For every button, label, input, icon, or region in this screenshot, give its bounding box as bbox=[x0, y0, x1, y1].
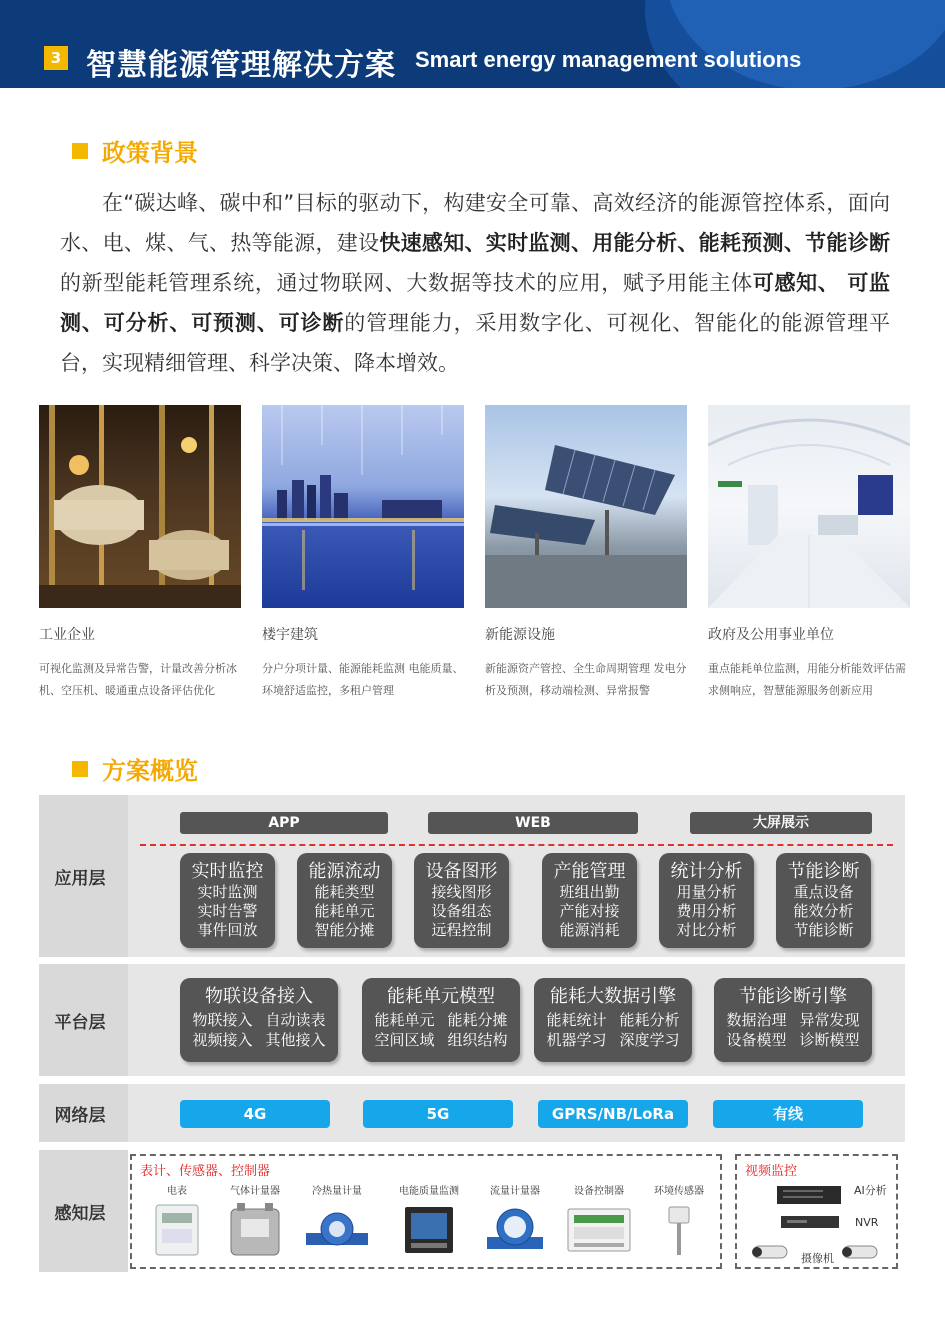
section-heading-overview bbox=[72, 751, 198, 786]
card-description: 可视化监测及异常告警，计量改善分析冰机、空压机、暖通重点设备评估优化 bbox=[39, 662, 237, 697]
module-item: 能耗单元 bbox=[374, 1011, 435, 1029]
section-heading-text: 政策背景 bbox=[102, 139, 198, 167]
module-line: 对比分析 bbox=[676, 921, 737, 939]
device-label: 设备控制器 bbox=[574, 1186, 624, 1197]
section-number-badge: 3 bbox=[44, 46, 68, 70]
device-label: 电能质量监测 bbox=[399, 1186, 459, 1197]
module-item: 能耗分摊 bbox=[447, 1011, 508, 1029]
scenario-card-newenergy bbox=[485, 405, 687, 702]
meters-sensors-group bbox=[130, 1154, 722, 1269]
module-line: 产能对接 bbox=[559, 902, 620, 920]
module-item: 其他接入 bbox=[265, 1031, 326, 1049]
module-realtime-monitor bbox=[180, 853, 275, 948]
network-5g: 5G bbox=[363, 1100, 513, 1128]
module-energy-flow bbox=[297, 853, 392, 948]
module-item: 组织结构 bbox=[447, 1031, 508, 1049]
group-title: 视频监控 bbox=[745, 1164, 798, 1179]
paragraph-bold-text: 快速感知、实时监测、用能分析、能耗预测、节能诊断 bbox=[379, 231, 890, 255]
device-label: 气体计量器 bbox=[230, 1186, 280, 1197]
big-screen-tag: 大屏展示 bbox=[690, 812, 872, 834]
module-item: 物联接入 bbox=[192, 1011, 253, 1029]
video-label-ai: AI分析 bbox=[854, 1184, 887, 1197]
network-4g: 4G bbox=[180, 1100, 330, 1128]
electric-meter-icon bbox=[152, 1203, 202, 1258]
module-line: 用量分析 bbox=[676, 883, 737, 901]
scenario-card-public bbox=[708, 405, 910, 702]
network-layer bbox=[39, 1084, 905, 1142]
device-electric-meter bbox=[142, 1182, 212, 1261]
layer-label: 应用层 bbox=[39, 795, 121, 957]
network-gprs-nb-lora: GPRS/NB/LoRa bbox=[538, 1100, 688, 1128]
card-caption: 工业企业 bbox=[39, 627, 95, 643]
module-title: 能耗单元模型 bbox=[387, 986, 495, 1007]
card-description: 新能源资产管控、全生命周期管理 发电分析及预测，移动端检测、异常报警 bbox=[485, 662, 687, 697]
device-label: 冷热量计量 bbox=[312, 1186, 362, 1197]
layer-label: 感知层 bbox=[39, 1150, 121, 1272]
card-caption: 政府及公用事业单位 bbox=[708, 627, 834, 643]
flow-meter-icon bbox=[485, 1203, 545, 1258]
device-flow-meter bbox=[480, 1182, 550, 1261]
city-skyline-image bbox=[262, 405, 464, 608]
module-line: 实时监测 bbox=[197, 883, 258, 901]
module-line: 节能诊断 bbox=[793, 921, 854, 939]
paragraph-text: 的管理能力，采用数字化、可视化、智能化的能源管理平台，实现精细管理、科学决策、降本增效。 bbox=[60, 311, 891, 375]
platform-module-diagnosis-engine bbox=[714, 978, 872, 1062]
video-surveillance-group bbox=[735, 1154, 898, 1269]
module-item: 深度学习 bbox=[619, 1031, 680, 1049]
heading-square-icon bbox=[72, 143, 88, 159]
group-title: 表计、传感器、控制器 bbox=[140, 1164, 271, 1179]
module-line: 智能分摊 bbox=[314, 921, 375, 939]
application-layer bbox=[39, 795, 905, 957]
module-line: 能耗单元 bbox=[314, 902, 375, 920]
device-controller-icon bbox=[566, 1203, 632, 1258]
module-title: 统计分析 bbox=[670, 861, 743, 882]
module-line: 设备组态 bbox=[431, 902, 492, 920]
solar-panel-image bbox=[485, 405, 687, 608]
camera-icon bbox=[747, 1240, 793, 1264]
module-item: 诊断模型 bbox=[799, 1031, 860, 1049]
card-description: 重点能耗单位监测，用能分析能效评估需求侧响应，智慧能源服务创新应用 bbox=[708, 662, 906, 697]
heading-square-icon bbox=[72, 761, 88, 777]
section-heading-text: 方案概览 bbox=[102, 757, 198, 785]
video-label-nvr: NVR bbox=[855, 1216, 879, 1229]
module-energy-diagnosis bbox=[776, 853, 871, 948]
module-title: 产能管理 bbox=[553, 861, 626, 882]
device-heat-meter bbox=[302, 1182, 372, 1261]
video-label-camera: 摄像机 bbox=[801, 1252, 834, 1265]
device-environment-sensor bbox=[644, 1182, 714, 1261]
environment-sensor-icon bbox=[659, 1203, 699, 1258]
module-item: 异常发现 bbox=[799, 1011, 860, 1029]
device-power-quality-monitor bbox=[394, 1182, 464, 1261]
module-line: 实时告警 bbox=[197, 902, 258, 920]
module-item: 数据治理 bbox=[726, 1011, 787, 1029]
scenario-card-industry bbox=[39, 405, 241, 702]
module-line: 接线图形 bbox=[431, 883, 492, 901]
layer-label: 平台层 bbox=[39, 964, 121, 1076]
platform-layer bbox=[39, 964, 905, 1076]
module-item: 设备模型 bbox=[726, 1031, 787, 1049]
device-label: 环境传感器 bbox=[654, 1186, 704, 1197]
scenario-card-building bbox=[262, 405, 464, 702]
module-title: 物联设备接入 bbox=[205, 986, 313, 1007]
module-line: 能源消耗 bbox=[559, 921, 620, 939]
module-statistics bbox=[659, 853, 754, 948]
module-item: 能耗统计 bbox=[546, 1011, 607, 1029]
heat-meter-icon bbox=[302, 1203, 372, 1258]
module-title: 节能诊断引擎 bbox=[739, 986, 847, 1007]
module-title: 设备图形 bbox=[425, 861, 498, 882]
module-title: 实时监控 bbox=[191, 861, 264, 882]
page-subtitle: Smart energy management solutions bbox=[415, 47, 802, 72]
module-line: 费用分析 bbox=[676, 902, 737, 920]
gas-meter-icon bbox=[227, 1203, 283, 1258]
page-header bbox=[0, 0, 945, 88]
paragraph-bold-text: 可感知、 可监测、可分析、可预测、可诊断 bbox=[60, 271, 891, 335]
module-item: 视频接入 bbox=[192, 1031, 253, 1049]
platform-layer-body bbox=[128, 964, 905, 1076]
module-capacity-management bbox=[542, 853, 637, 948]
layer-label: 网络层 bbox=[39, 1084, 121, 1142]
industrial-plant-image bbox=[39, 405, 241, 608]
paragraph-text: 在“碳达峰、碳中和”目标的驱动下，构建安全可靠、高效经济的能源管控体系，面向水、电、煤、气、热等能源，建设 bbox=[60, 191, 890, 255]
application-layer-body bbox=[128, 795, 905, 957]
module-item: 能耗分析 bbox=[619, 1011, 680, 1029]
section-heading-policy bbox=[72, 133, 198, 168]
card-caption: 楼宇建筑 bbox=[262, 627, 318, 643]
module-item: 机器学习 bbox=[546, 1031, 607, 1049]
sensing-layer bbox=[39, 1150, 905, 1272]
dashed-divider bbox=[140, 844, 893, 846]
nvr-icon bbox=[781, 1214, 841, 1230]
module-item: 自动读表 bbox=[265, 1011, 326, 1029]
ai-server-icon bbox=[777, 1184, 843, 1206]
card-caption: 新能源设施 bbox=[485, 627, 555, 643]
policy-paragraph bbox=[60, 183, 890, 383]
platform-module-bigdata bbox=[534, 978, 692, 1062]
module-line: 重点设备 bbox=[793, 883, 854, 901]
network-wired: 有线 bbox=[713, 1100, 863, 1128]
public-hall-image bbox=[708, 405, 910, 608]
module-title: 能源流动 bbox=[308, 861, 381, 882]
module-line: 能效分析 bbox=[793, 902, 854, 920]
paragraph-text: 的新型能耗管理系统，通过物联网、大数据等技术的应用，赋予用能主体 bbox=[60, 271, 753, 295]
camera-icon bbox=[837, 1240, 883, 1264]
module-line: 班组出勤 bbox=[559, 883, 620, 901]
platform-module-iot-access bbox=[180, 978, 338, 1062]
app-tag: APP bbox=[180, 812, 388, 834]
module-line: 能耗类型 bbox=[314, 883, 375, 901]
module-line: 远程控制 bbox=[431, 921, 492, 939]
card-description: 分户分项计量、能源能耗监测 电能质量、环境舒适监控，多租户管理 bbox=[262, 662, 464, 697]
platform-module-energy-unit bbox=[362, 978, 520, 1062]
device-gas-meter bbox=[220, 1182, 290, 1261]
device-label: 电表 bbox=[167, 1186, 187, 1197]
module-line: 事件回放 bbox=[197, 921, 258, 939]
device-label: 流量计量器 bbox=[490, 1186, 540, 1197]
page-title: 智慧能源管理解决方案 bbox=[86, 48, 396, 83]
module-title: 能耗大数据引擎 bbox=[550, 986, 676, 1007]
module-item: 空间区域 bbox=[374, 1031, 435, 1049]
module-title: 节能诊断 bbox=[787, 861, 860, 882]
power-monitor-icon bbox=[401, 1203, 457, 1258]
network-layer-body bbox=[128, 1084, 905, 1142]
device-controller bbox=[564, 1182, 634, 1261]
sensing-layer-body bbox=[128, 1150, 905, 1272]
module-device-graphics bbox=[414, 853, 509, 948]
web-tag: WEB bbox=[428, 812, 638, 834]
